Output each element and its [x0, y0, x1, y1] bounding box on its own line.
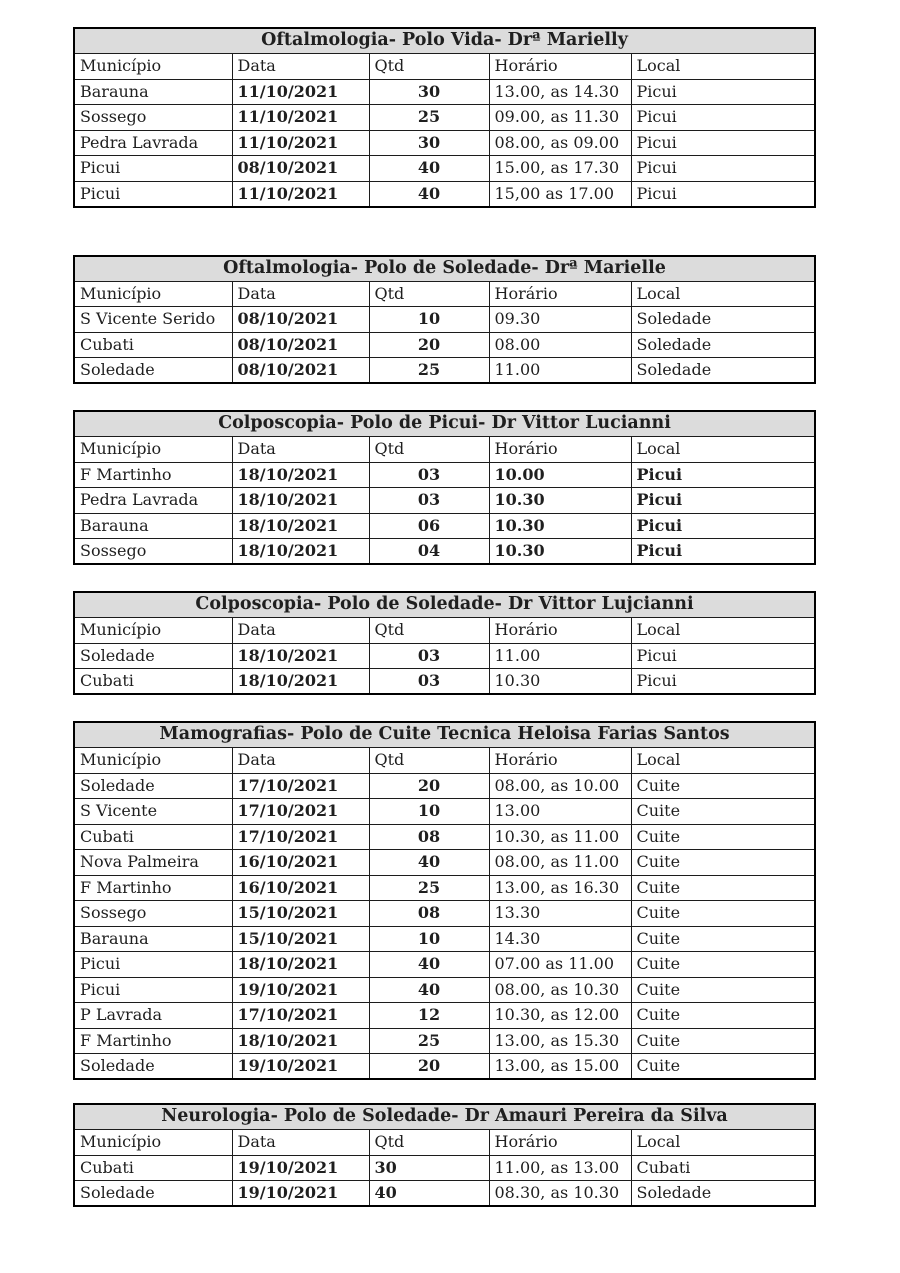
location-cell: Cuite: [631, 799, 815, 825]
qty-cell: 25: [369, 105, 489, 131]
time-cell: 08.00, as 10.00: [489, 773, 631, 799]
qty-cell: 12: [369, 1003, 489, 1029]
date-cell: 08/10/2021: [232, 358, 369, 384]
time-cell: 14.30: [489, 926, 631, 952]
date-cell: 18/10/2021: [232, 513, 369, 539]
date-cell: 08/10/2021: [232, 156, 369, 182]
time-cell: 07.00 as 11.00: [489, 952, 631, 978]
municipality-cell: Pedra Lavrada: [74, 488, 232, 514]
schedule-table: [73, 721, 816, 1080]
table-row: [74, 799, 815, 825]
date-cell: 18/10/2021: [232, 462, 369, 488]
date-cell: 19/10/2021: [232, 1155, 369, 1181]
table-row: [74, 850, 815, 876]
table-row: [74, 307, 815, 333]
date-cell: 11/10/2021: [232, 181, 369, 207]
table-title: Mamografias- Polo de Cuite Tecnica Heloisa Farias Santos: [74, 722, 815, 748]
column-header-municipio: Município: [74, 281, 232, 307]
column-header-data: Data: [232, 54, 369, 80]
qty-cell: 20: [369, 332, 489, 358]
column-header-qtd: Qtd: [369, 748, 489, 774]
date-cell: 11/10/2021: [232, 79, 369, 105]
municipality-cell: F Martinho: [74, 462, 232, 488]
municipality-cell: S Vicente Serido: [74, 307, 232, 333]
table-row: [74, 488, 815, 514]
table-row: [74, 1181, 815, 1207]
date-cell: 16/10/2021: [232, 850, 369, 876]
municipality-cell: Barauna: [74, 513, 232, 539]
time-cell: 15,00 as 17.00: [489, 181, 631, 207]
location-cell: Cuite: [631, 1054, 815, 1080]
qty-cell: 25: [369, 358, 489, 384]
column-header-local: Local: [631, 437, 815, 463]
qty-cell: 25: [369, 1028, 489, 1054]
table-row: [74, 824, 815, 850]
table-title-row: [74, 411, 815, 437]
location-cell: Picui: [631, 130, 815, 156]
municipality-cell: Picui: [74, 977, 232, 1003]
qty-cell: 08: [369, 901, 489, 927]
table-row: [74, 462, 815, 488]
time-cell: 11.00: [489, 358, 631, 384]
qty-cell: 40: [369, 952, 489, 978]
time-cell: 08.00, as 11.00: [489, 850, 631, 876]
location-cell: Soledade: [631, 332, 815, 358]
table-row: [74, 952, 815, 978]
date-cell: 08/10/2021: [232, 307, 369, 333]
municipality-cell: Soledade: [74, 1054, 232, 1080]
location-cell: Cuite: [631, 824, 815, 850]
date-cell: 17/10/2021: [232, 824, 369, 850]
date-cell: 11/10/2021: [232, 105, 369, 131]
table-row: [74, 901, 815, 927]
location-cell: Picui: [631, 105, 815, 131]
time-cell: 15.00, as 17.30: [489, 156, 631, 182]
schedule-table: [73, 27, 816, 208]
qty-cell: 10: [369, 926, 489, 952]
table-title-row: [74, 722, 815, 748]
qty-cell: 30: [369, 1155, 489, 1181]
municipality-cell: Soledade: [74, 643, 232, 669]
municipality-cell: Picui: [74, 181, 232, 207]
column-header-municipio: Município: [74, 618, 232, 644]
table-header-row: [74, 54, 815, 80]
location-cell: Picui: [631, 488, 815, 514]
qty-cell: 03: [369, 488, 489, 514]
time-cell: 10.30: [489, 669, 631, 695]
table-title-row: [74, 28, 815, 54]
location-cell: Soledade: [631, 1181, 815, 1207]
column-header-local: Local: [631, 281, 815, 307]
qty-cell: 06: [369, 513, 489, 539]
time-cell: 10.30: [489, 513, 631, 539]
municipality-cell: F Martinho: [74, 1028, 232, 1054]
date-cell: 19/10/2021: [232, 977, 369, 1003]
municipality-cell: Barauna: [74, 79, 232, 105]
time-cell: 11.00: [489, 643, 631, 669]
qty-cell: 40: [369, 1181, 489, 1207]
location-cell: Picui: [631, 669, 815, 695]
location-cell: Cuite: [631, 926, 815, 952]
time-cell: 13.00, as 15.00: [489, 1054, 631, 1080]
table-row: [74, 1028, 815, 1054]
table-row: [74, 926, 815, 952]
time-cell: 10.30: [489, 539, 631, 565]
time-cell: 10.30, as 11.00: [489, 824, 631, 850]
column-header-local: Local: [631, 618, 815, 644]
location-cell: Cuite: [631, 1028, 815, 1054]
municipality-cell: Soledade: [74, 358, 232, 384]
municipality-cell: F Martinho: [74, 875, 232, 901]
table-row: [74, 332, 815, 358]
time-cell: 13.00: [489, 799, 631, 825]
column-header-local: Local: [631, 1130, 815, 1156]
table-row: [74, 1003, 815, 1029]
date-cell: 17/10/2021: [232, 1003, 369, 1029]
table-header-row: [74, 748, 815, 774]
location-cell: Picui: [631, 539, 815, 565]
column-header-horario: Horário: [489, 281, 631, 307]
table-row: [74, 1155, 815, 1181]
municipality-cell: Cubati: [74, 332, 232, 358]
table-row: [74, 669, 815, 695]
table-header-row: [74, 281, 815, 307]
table-title: Colposcopia- Polo de Soledade- Dr Vittor Lujcianni: [74, 592, 815, 618]
qty-cell: 20: [369, 773, 489, 799]
column-header-data: Data: [232, 281, 369, 307]
table-row: [74, 539, 815, 565]
municipality-cell: Nova Palmeira: [74, 850, 232, 876]
time-cell: 08.00: [489, 332, 631, 358]
location-cell: Picui: [631, 462, 815, 488]
schedule-table: [73, 410, 816, 565]
date-cell: 17/10/2021: [232, 773, 369, 799]
table-row: [74, 977, 815, 1003]
table-title: Colposcopia- Polo de Picui- Dr Vittor Lucianni: [74, 411, 815, 437]
table-header-row: [74, 1130, 815, 1156]
date-cell: 18/10/2021: [232, 669, 369, 695]
location-cell: Cuite: [631, 952, 815, 978]
table-title-row: [74, 592, 815, 618]
qty-cell: 03: [369, 462, 489, 488]
date-cell: 15/10/2021: [232, 901, 369, 927]
date-cell: 08/10/2021: [232, 332, 369, 358]
time-cell: 10.30, as 12.00: [489, 1003, 631, 1029]
schedule-table: [73, 591, 816, 695]
qty-cell: 10: [369, 307, 489, 333]
table-title-row: [74, 1104, 815, 1130]
municipality-cell: Soledade: [74, 1181, 232, 1207]
municipality-cell: Cubati: [74, 669, 232, 695]
time-cell: 08.00, as 10.30: [489, 977, 631, 1003]
municipality-cell: S Vicente: [74, 799, 232, 825]
time-cell: 13.30: [489, 901, 631, 927]
qty-cell: 03: [369, 643, 489, 669]
location-cell: Picui: [631, 156, 815, 182]
column-header-data: Data: [232, 748, 369, 774]
date-cell: 18/10/2021: [232, 643, 369, 669]
location-cell: Soledade: [631, 307, 815, 333]
date-cell: 19/10/2021: [232, 1054, 369, 1080]
column-header-horario: Horário: [489, 437, 631, 463]
date-cell: 18/10/2021: [232, 952, 369, 978]
table-header-row: [74, 618, 815, 644]
table-row: [74, 79, 815, 105]
qty-cell: 40: [369, 156, 489, 182]
date-cell: 18/10/2021: [232, 1028, 369, 1054]
location-cell: Soledade: [631, 358, 815, 384]
location-cell: Cuite: [631, 875, 815, 901]
qty-cell: 10: [369, 799, 489, 825]
qty-cell: 40: [369, 977, 489, 1003]
time-cell: 08.30, as 10.30: [489, 1181, 631, 1207]
column-header-qtd: Qtd: [369, 281, 489, 307]
column-header-municipio: Município: [74, 54, 232, 80]
municipality-cell: Picui: [74, 156, 232, 182]
time-cell: 11.00, as 13.00: [489, 1155, 631, 1181]
date-cell: 18/10/2021: [232, 488, 369, 514]
qty-cell: 03: [369, 669, 489, 695]
qty-cell: 40: [369, 181, 489, 207]
column-header-data: Data: [232, 437, 369, 463]
table-row: [74, 181, 815, 207]
column-header-data: Data: [232, 618, 369, 644]
municipality-cell: Pedra Lavrada: [74, 130, 232, 156]
table-row: [74, 875, 815, 901]
municipality-cell: Cubati: [74, 1155, 232, 1181]
time-cell: 13.00, as 15.30: [489, 1028, 631, 1054]
schedule-table: [73, 1103, 816, 1207]
table-title: Neurologia- Polo de Soledade- Dr Amauri Pereira da Silva: [74, 1104, 815, 1130]
column-header-horario: Horário: [489, 1130, 631, 1156]
table-row: [74, 773, 815, 799]
column-header-municipio: Município: [74, 748, 232, 774]
qty-cell: 08: [369, 824, 489, 850]
schedule-table: [73, 255, 816, 385]
time-cell: 10.00: [489, 462, 631, 488]
column-header-qtd: Qtd: [369, 54, 489, 80]
location-cell: Picui: [631, 181, 815, 207]
table-row: [74, 130, 815, 156]
time-cell: 09.00, as 11.30: [489, 105, 631, 131]
location-cell: Cuite: [631, 977, 815, 1003]
date-cell: 11/10/2021: [232, 130, 369, 156]
column-header-horario: Horário: [489, 54, 631, 80]
qty-cell: 25: [369, 875, 489, 901]
date-cell: 19/10/2021: [232, 1181, 369, 1207]
location-cell: Picui: [631, 79, 815, 105]
column-header-data: Data: [232, 1130, 369, 1156]
municipality-cell: Soledade: [74, 773, 232, 799]
table-row: [74, 105, 815, 131]
table-row: [74, 1054, 815, 1080]
column-header-municipio: Município: [74, 1130, 232, 1156]
location-cell: Cuite: [631, 773, 815, 799]
column-header-local: Local: [631, 54, 815, 80]
table-title: Oftalmologia- Polo Vida- Drª Marielly: [74, 28, 815, 54]
column-header-horario: Horário: [489, 618, 631, 644]
column-header-horario: Horário: [489, 748, 631, 774]
column-header-qtd: Qtd: [369, 437, 489, 463]
time-cell: 09.30: [489, 307, 631, 333]
municipality-cell: Picui: [74, 952, 232, 978]
municipality-cell: Sossego: [74, 539, 232, 565]
qty-cell: 20: [369, 1054, 489, 1080]
time-cell: 08.00, as 09.00: [489, 130, 631, 156]
time-cell: 10.30: [489, 488, 631, 514]
qty-cell: 40: [369, 850, 489, 876]
table-row: [74, 358, 815, 384]
municipality-cell: Barauna: [74, 926, 232, 952]
location-cell: Cuite: [631, 901, 815, 927]
municipality-cell: Cubati: [74, 824, 232, 850]
municipality-cell: P Lavrada: [74, 1003, 232, 1029]
time-cell: 13.00, as 16.30: [489, 875, 631, 901]
location-cell: Cuite: [631, 1003, 815, 1029]
table-row: [74, 156, 815, 182]
location-cell: Picui: [631, 643, 815, 669]
date-cell: 15/10/2021: [232, 926, 369, 952]
location-cell: Cubati: [631, 1155, 815, 1181]
date-cell: 16/10/2021: [232, 875, 369, 901]
table-row: [74, 513, 815, 539]
location-cell: Picui: [631, 513, 815, 539]
location-cell: Cuite: [631, 850, 815, 876]
table-title-row: [74, 256, 815, 282]
column-header-local: Local: [631, 748, 815, 774]
municipality-cell: Sossego: [74, 105, 232, 131]
time-cell: 13.00, as 14.30: [489, 79, 631, 105]
column-header-qtd: Qtd: [369, 618, 489, 644]
table-row: [74, 643, 815, 669]
date-cell: 17/10/2021: [232, 799, 369, 825]
qty-cell: 04: [369, 539, 489, 565]
table-header-row: [74, 437, 815, 463]
municipality-cell: Sossego: [74, 901, 232, 927]
column-header-municipio: Município: [74, 437, 232, 463]
qty-cell: 30: [369, 130, 489, 156]
date-cell: 18/10/2021: [232, 539, 369, 565]
table-title: Oftalmologia- Polo de Soledade- Drª Marielle: [74, 256, 815, 282]
qty-cell: 30: [369, 79, 489, 105]
column-header-qtd: Qtd: [369, 1130, 489, 1156]
